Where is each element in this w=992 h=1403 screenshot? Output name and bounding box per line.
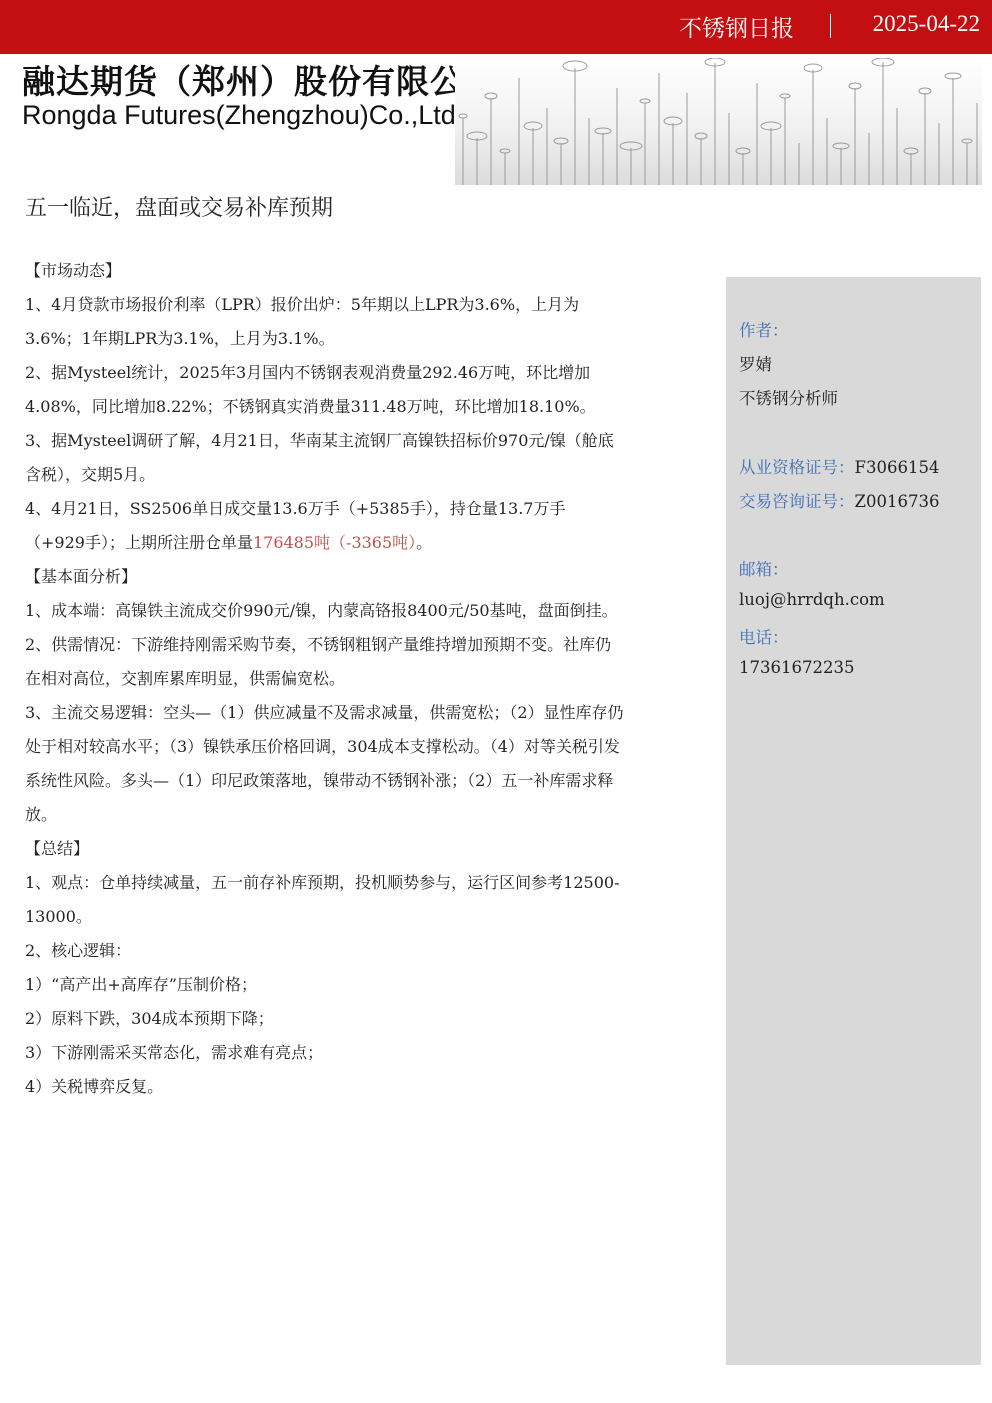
market-item: 1、4月贷款市场报价利率（LPR）报价出炉：5年期以上LPR为3.6%，上月为3.6%；1年期LPR为3.1%，上月为3.1%。 — [25, 295, 580, 348]
summary-item: 1、观点：仓单持续减量，五一前存补库预期，投机顺势参与，运行区间参考12500-13000。 — [25, 873, 620, 926]
summary-item: 1）“高产出+高库存”压制价格； — [25, 975, 257, 994]
summary-item: 3）下游刚需采买常态化，需求难有亮点； — [25, 1043, 324, 1062]
author-sidebar — [726, 277, 981, 1365]
market-item — [25, 492, 625, 560]
section-title-market: 【市场动态】 — [25, 261, 122, 280]
summary-item: 4）关税博弈反复。 — [25, 1077, 164, 1096]
qualification-row — [739, 454, 939, 478]
summary-item: 2、核心逻辑： — [25, 941, 132, 960]
consulting-row — [739, 488, 939, 512]
report-title: 不锈钢日报 — [679, 16, 794, 42]
market-item: 2、据Mysteel统计，2025年3月国内不锈钢表观消费量292.46万吨，环比增加4.08%，同比增加8.22%；不锈钢真实消费量311.48万吨，环比增加18.10%。 — [25, 363, 596, 416]
report-headline: 五一临近，盘面或交易补库预期 — [25, 196, 334, 221]
report-header-bar — [0, 0, 992, 54]
company-name-en: Rongda Futures(Zhengzhou)Co.,Ltd. — [22, 100, 464, 130]
section-title-fundamental: 【基本面分析】 — [25, 567, 138, 586]
header-divider — [830, 14, 831, 38]
summary-item: 2）原料下跌，304成本预期下降； — [25, 1009, 274, 1028]
author-name: 罗婧 — [739, 355, 772, 374]
phone-label: 电话： — [739, 628, 789, 647]
consulting-number: Z0016736 — [854, 492, 940, 511]
fundamental-item: 1、成本端：高镍铁主流成交价990元/镍，内蒙高铬报8400元/50基吨，盘面倒挂。 — [25, 601, 618, 620]
market-item-text: 4、4月21日，SS2506单日成交量13.6万手（+5385手），持仓量13.7万手（+929手）；上期所注册仓单量 — [25, 499, 566, 552]
consulting-label: 交易咨询证号： — [739, 492, 855, 511]
phone-number: 17361672235 — [739, 658, 855, 677]
qualification-label: 从业资格证号： — [739, 458, 855, 477]
author-label: 作者： — [739, 321, 789, 340]
report-body — [25, 254, 625, 1104]
market-item: 3、据Mysteel调研了解，4月21日，华南某主流钢厂高镍铁招标价970元/镍（舱底含税），交期5月。 — [25, 431, 614, 484]
report-date: 2025-04-22 — [872, 11, 980, 36]
email-label: 邮箱： — [739, 560, 789, 579]
decorative-lamp-pattern — [455, 58, 982, 185]
warehouse-receipt-highlight: 176485吨（-3365吨） — [252, 533, 417, 552]
author-title: 不锈钢分析师 — [739, 389, 838, 408]
email-address[interactable]: luoj@hrrdqh.com — [739, 590, 885, 609]
fundamental-item: 3、主流交易逻辑：空头—（1）供应减量不及需求减量，供需宽松；（2）显性库存仍处于相对较高水平；（3）镍铁承压价格回调，304成本支撑松动。（4）对等关税引发系统性风险。多头—（1）印尼政策落地，镍带动不锈钢补涨；（2）五一补库需求释放。 — [25, 703, 624, 824]
fundamental-item: 2、供需情况：下游维持刚需采购节奏，不锈钢粗钢产量维持增加预期不变。社库仍在相对高位，交割库累库明显，供需偏宽松。 — [25, 635, 612, 688]
qualification-number: F3066154 — [854, 458, 940, 477]
market-item-suffix: 。 — [416, 533, 433, 552]
section-title-summary: 【总结】 — [25, 839, 90, 858]
company-name-cn: 融达期货（郑州）股份有限公司 — [22, 62, 498, 101]
